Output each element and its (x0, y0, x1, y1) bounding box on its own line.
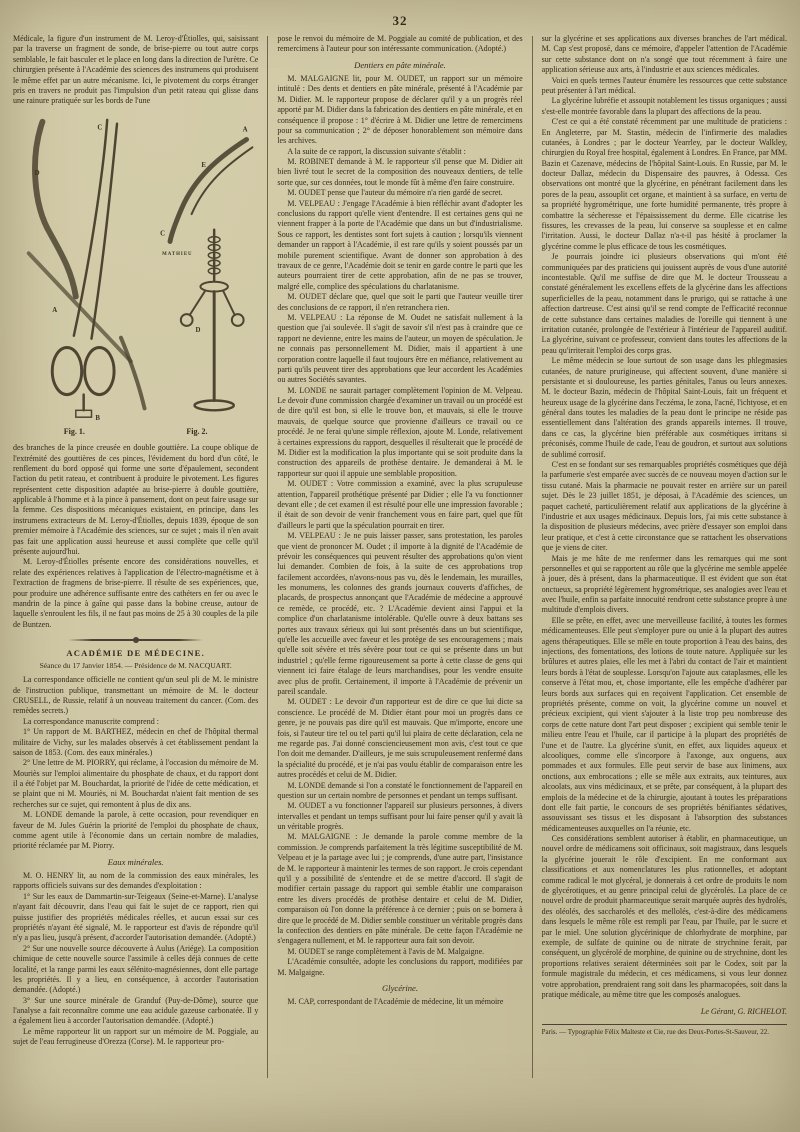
paragraph: M. CAP, correspondant de l'Académie de médecine, lit un mémoire (287, 997, 504, 1007)
right-column-text (542, 34, 787, 1037)
paragraph: 2° Sur une nouvelle source découverte à Aulus (Ariége). La composition chimique de cette nouvelle source l'assimile à celles déjà connues de cette localité, et la range parmi les eaux sélénito-magnésiennes, dont elle partage les propriétés. Il y a lieu, en conséquence, à accorder l'autorisation demandée. (Adopté.) (13, 943, 259, 995)
paragraph: M. LONDE ne saurait partager complètement l'opinion de M. Velpeau. Le devoir d'une commission chargée d'examiner un travail ou un procédé est de dire qu'il est bon, si elle le trouve bon, et mauvais, si elle le trouve mauvais, de quelque source que provienne d'ailleurs ce travail ou ce procédé. Je ne ferai qu'une simple réflexion, ajoute M. Londe, relativement à certaines expressions du rapport, desquelles il résulterait que le procédé de M. Didier est la modification la plus importante qui se soit produite dans la construction des appareils de prothèse dentaire. Je demanderai à M. le rapporteur sur quoi il appuie une semblable proposition. (277, 385, 523, 478)
paragraph: M. OUDET déclare que, quel que soit le parti que l'auteur veuille tirer des conclusions de ce rapport, il n'en retranchera rien. (277, 292, 523, 312)
paragraph: Le même rapporteur lit un rapport sur un mémoire de M. Poggiale, au sujet de l'eau ferrugineuse d'Orezza (Corse). M. le rapporteur pro- (13, 1026, 259, 1047)
paragraph: M. OUDET a vu fonctionner l'appareil sur plusieurs personnes, à divers intervalles et pendant un temps suffisant pour lui faire penser qu'il y avait là un véritable progrès. (277, 801, 523, 832)
instruments-figure (13, 111, 258, 437)
middle-column-text (277, 34, 522, 1008)
fig-label-b: B (95, 414, 101, 422)
paragraph: A la suite de ce rapport, la discussion suivante s'établit : (287, 146, 466, 156)
column-right (534, 34, 795, 1106)
paragraph: 1° Un rapport de M. BARTHEZ, médecin en chef de l'hôpital thermal militaire de Vichy, sur les malades observés à cet établissement pendant la saison de 1853. (Com. des eaux minérales.) (13, 727, 259, 757)
fig1-caption: Fig. 1. (63, 426, 85, 436)
fig-label-c: C (97, 124, 103, 132)
figure-captions (13, 427, 258, 437)
session-subtitle: Séance du 17 Janvier 1854. — Présidence de M. NACQUART. (39, 661, 232, 671)
column-left (5, 34, 266, 1106)
section-title: ACADÉMIE DE MÉDECINE. (66, 648, 205, 659)
paragraph: Le même médecin se loue surtout de son usage dans les phlegmasies cutanées, de nature prurigineuse, qui affectent souvent, d'une manière si persistante et si douloureuse, les parties génitales, l'anus ou leurs annexes. M. le docteur Bazin, médecin de l'hôpital Saint-Louis, fait un fréquent et heureux usage de la glycérine dans l'eczéma, le zona, l'acné, l'ichtyose, et en général dans toutes les maladies de la peau dont le principe ne réside pas essentiellement dans l'altération des grands appareils internes. Il trouve, dans ce cas, la glycérine bien préférable aux cosmétiques irritans si préconisés, comme l'huile de cade, l'eau de goudron, et surtout aux solutions de sublimé corrosif. (541, 356, 787, 459)
fig-label-a: A (52, 306, 58, 314)
page-number: 32 (392, 13, 408, 28)
subsection-title: Dentiers en pâte minérale. (354, 59, 446, 70)
paragraph: M. MALGAIGNE lit, pour M. OUDET, un rapport sur un mémoire intitulé : Des dents et dentiers en pâte minérale, présenté à l'Académie par M. Didier. M. le rapporteur propose de déclarer qu'il y a un progrès réel apporté par M. Didier dans la fabrication des dentiers en pâte minérale, et en conséquence il propose : 1° d'écrire à M. Didier une lettre de remercimens pour sa communication ; 2° de déposer honorablement son mémoire dans les archives. (277, 73, 523, 146)
printer-imprint: Paris. — Typographie Félix Malteste et Cie, rue des Deux-Portes-St-Sauveur, 22. (541, 1027, 769, 1036)
paragraph: Je pourrais joindre ici plusieurs observations qui m'ont été communiquées par des praticiens qui jouissent auprès de vous d'une autorité incontestable. Qu'il me suffise de dire que M. le docteur Trousseau a constaté généralement les excellens effets de la glycérine dans les affections superficielles de la peau, notamment dans le prurigo, qui se rattache à une affection dartreuse. C'est ainsi qu'il se rend compte de l'efficacité reconnue de cette substance dans certaines maladies de l'oreille qui tiennent à une irritation cutanée, prolongée de l'extérieur à l'intérieur de l'appareil auditif. La glycérine, suivant ce professeur, convient dans toutes les affections de la peau qu'irriterait l'emploi des corps gras. (541, 252, 787, 355)
paragraph: sur la glycérine et ses applications aux diverses branches de l'art médical. M. Cap s'est proposé, dans ce mémoire, d'appeler l'attention de l'Académie sur cette substance dont on n'a songé que tout récemment à faire une application sérieuse aux arts, à l'industrie et aux sciences médicales. (541, 34, 787, 75)
subsection-title: Glycérine. (381, 982, 418, 993)
paragraph: Ces considérations semblent autoriser à établir, en pharmaceutique, un nouvel ordre de médicamens soit officinaux, soit magistraux, dans lesquels la glycérine jouerait le rôle d'excipient. En me conformant aux classifications et aux nomenclatures les plus rationnelles, et adoptant comme radical le mot glycéral, je donnerais à cet ordre de produits le nom de glycérotiques, et au genre principal celui de glycérolés. La place de ce nouvel ordre de produit pharmaceutique serait marquée auprès des hydrolés, des oléolés, des saccharolés et des mellolés, c'est-à-dire des médicamens dans lesquels le même rôle est rempli par l'eau, par l'huile, par le sucre et par le miel. Une solution glycérinique de chlorhydrate de morphine, par exemple, de sulfate de quinine ou de nitrate de strychnine ferait, par conséquent, un glycérolé de morphine, de quinine ou de strychnine, dont les proportions relatives seraient déterminées soit par le Codex, soit par la formule magistrale du médecin, et ces médicamens, si vous leur donnez votre approbation, prendraient rang soit dans les pharmacopées, soit dans la pratique médicale, au même titre que les composés analogues. (541, 834, 787, 999)
paragraph: Elle se prête, en effet, avec une merveilleuse facilité, à toutes les formes médicamenteuses. Elle peut s'employer pure ou unie à la plupart des autres agens thérapeutiques. Elle se mêle en toute proportion à l'eau des bains, des injections, des fomentations, des lotions de toute nature. Appliquée sur les brûlures et autres plaies, elle les met à l'abri du contact de l'air et maintient leurs bords à l'état de souplesse. Lorsqu'on l'ajoute aux cataplasmes, elle les conserve à l'état mou, et, chose importante, elle les empêche d'adhérer par leurs bords aux surfaces qui en reçoivent l'application. Cet ensemble de propriétés présente, comme on voit, la glycérine comme un nouvel et précieux excipient, qui vient s'ajouter à la liste trop peu nombreuse des corps de cette nature dont l'art peut disposer ; excipient qui semble tenir le milieu entre l'eau et l'huile, car il participe à la plupart des propriétés de l'une et de l'autre. La glycérine s'unit, en effet, aux liquides aqueux et alcooliques, comme elle s'incorpore à l'axonge, aux onguens, aux pommades et aux formules. Elle peut servir de base aux linimens, aux onctions, aux embrocations ; elle se mêle aux extraits, aux teintures, aux alcoolats, aux vins médicinaux, et se prête, par conséquent, à la plupart des emplois de la médecine et de la chirurgie, ajoutant à toutes les préparations dont elle fait partie, le concours de ses propriétés bénifiantes sédatives, assouvissant ses tissus et les disposant à l'absorption des substances médicamenteuses auxquelles on l'a réunie, etc. (541, 615, 787, 833)
left-column-top-text (13, 34, 258, 107)
paragraph: M. O. HENRY lit, au nom de la commission des eaux minérales, les rapports officiels suivans sur des demandes d'exploitation : (13, 871, 259, 891)
paragraph: L'Académie consultée, adopte les conclusions du rapport, modifiées par M. Malgaigne. (277, 957, 523, 977)
column-divider-right (532, 36, 533, 1078)
fig-label-e: E (201, 161, 206, 169)
paragraph: Mais je me hâte de me renfermer dans les remarques qui me sont personnelles et qui se rapportent au rôle que la glycérine me semble appelée à jouer, dès à présent, dans la pharmaceutique. Il est évident que son état onctueux, sa propriété légèrement hygrométrique, ses analogies avec l'eau et avec l'huile, enfin sa parfaite innocuité rendront cette substance propre à une multitude d'emplois divers. (541, 553, 787, 615)
paragraph: M. LONDE demande la parole, à cette occasion, pour revendiquer en faveur de M. Jules Guérin la priorité de l'emploi du phosphate de chaux, comme agent utile à l'économie dans un certain nombre de maladies, priorité réclamée par M. Piorry. (13, 810, 259, 851)
manager-signature: Le Gérant, G. RICHELOT. (700, 1007, 787, 1017)
paragraph: pose le renvoi du mémoire de M. Poggiale au comité de publication, et des remercimens à l'auteur pour son intéressante communication. (Adopté.) (277, 34, 523, 54)
paragraph: 2° Une lettre de M. PIORRY, qui réclame, à l'occasion du mémoire de M. Mouriès sur l'emploi alimentaire du phosphate de chaux, et du rapport dont il a été l'objet par M. Bouchardat, la priorité de l'idée de cette médication, et se plaint que ni M. Mouriès, ni M. Bouchardat n'aient fait mention de ses recherches sur ce sujet, qui remontent à plus de dix ans. (13, 758, 259, 809)
fig-label-c2: C (160, 230, 166, 238)
paragraph: La correspondance officielle ne contient qu'un seul pli de M. le ministre de l'instruction publique, transmettant un mémoire de M. le docteur CRUSELL, de Russie, relatif à un nouveau traitement du cancer. (Com. des remèdes secrets.) (13, 675, 259, 716)
fig-label-d2: D (195, 326, 201, 334)
fig-label-d: D (34, 169, 40, 177)
paragraph: M. VELPEAU : J'engage l'Académie à bien réfléchir avant d'adopter les conclusions du rapport qu'elle vient d'entendre. Il est certaines gens qui ne viennent frapper à la porte de l'Académie que dans un but d'industrialisme. Sous ce rapport, les dentistes sont fort sujets à caution ; lorsqu'ils viennent demander un rapport à l'Académie, il est rare qu'ils y soient poussés par un mobile purement scientifique. Avant de donner son approbation à des travaux de ce genre, l'Académie doit se tenir en garde contre le parti que les auteurs pourraient tirer de cette approbation, afin de ne pas se trouver, malgré elle, complice des spéculations du charlatanisme. (277, 198, 523, 291)
paragraph: M. OUDET pense que l'auteur du mémoire n'a rien gardé de secret. (287, 188, 503, 198)
paragraph: M. VELPEAU : Je ne puis laisser passer, sans protestation, les paroles que vient de prononcer M. Oudet ; il importe à la dignité de l'Académie de prévoir les conséquences qui peuvent résulter des approbations qu'on vient lui demander. Combien de fois, à la suite de ces approbations trop facilement accordées, n'avons-nous pas vu, dès le lendemain, les murailles, les monumens, les colonnes des grands journaux couverts d'affiches, de placards, de prospectus annonçant que l'Académie de médecine a approuvé ce remède, ce procédé, etc. ? L'Académie devient ainsi l'appui et la complice d'un charlatanisme intolérable. Qu'elle ouvre à deux battans ses portes aux travaux sérieux qui lui sont présentés dans un but scientifique, qu'elle les accueille avec faveur et les protège de ses encouragemens ; mais qu'elle soit sévère et très sévère pour tout ce qui se présente dans un but industriel ; qu'elle ferme rigoureusement sa porte à cette classe de gens qui viennent ici faire étalage de leurs marchandises, pour les vendre ensuite avec plus de profit. Certainement, il importe à l'Académie de prévenir un pareil scandale. (277, 531, 523, 696)
column-divider-left (267, 36, 268, 1078)
paragraph: 1° Sur les eaux de Dammartin-sur-Teigeaux (Seine-et-Marne). L'analyse n'ayant fait découvrir, dans l'eau qui fait le sujet de ce rapport, rien qui puisse justifier des propriétés médicales réelles, et aucun essai sur ces propriétés n'ayant été signalé, M. le rapporteur est d'avis de répondre qu'il n'y a pas lieu, jusqu'à présent, d'accorder l'autorisation demandée. (Adopté.) (13, 891, 259, 943)
section-divider-ornament (68, 639, 203, 641)
paragraph: M. VELPEAU : La réponse de M. Oudet ne satisfait nullement à la question que j'ai soulevée. Il s'agit de savoir s'il n'est pas à craindre que ce rapport ne devienne, entre les mains de l'auteur, un moyen de spéculation. Je ne connais pas personnellement M. Didier, mais il appartient à une corporation contre laquelle il faut toujours être en méfiance, relativement au parti qu'ils peuvent tirer des approbations que leur accordent les Académies ou autres Sociétés savantes. (277, 312, 523, 385)
paragraph: M. OUDET se range complètement à l'avis de M. Malgaigne. (287, 946, 485, 956)
paragraph: M. MALGAIGNE : Je demande la parole comme membre de la commission. Je comprends parfaitement la très légitime susceptibilité de M. Velpeau et je la partage avec lui ; je comprends, d'une autre part, l'insistance de M. le rapporteur à maintenir les termes de son rapport. Je crois cependant qu'il y a possibilité de s'entendre et de se mettre d'accord. Il s'agit de modifier certain passage du rapport qui semble établir une comparaison entre les divers procédés de prothèse dentaire et celui de M. Didier, comparaison où l'on donne la préférence à ce dernier ; puis on se bornera à dire que le procédé de M. Didier semble constituer un véritable progrès dans la confection des dentiers en pâte minérale. De cette façon l'Académie ne s'engagera nullement, et M. le rapporteur aura fait son devoir. (277, 832, 523, 946)
imprint-rule (542, 1024, 787, 1025)
subsection-title: Eaux minérales. (107, 856, 164, 867)
maker-mark: MATHIEU (162, 251, 193, 257)
paragraph: C'est ce qui a été constaté récemment par une multitude de praticiens : En Angleterre, par M. Stastin, médecin de l'infirmerie des maladies cutanées, à Londres ; par le docteur Yearrley, par le docteur Walkley, chirurgien du Royal free hospital, également à Londres. En France, par MM. Bazin et Cazenave, médecins de l'hôpital Saint-Louis. En Russie, par M. le docteur Dallaz, médecin du Dispensaire des pauvres, à Odessa. Ces observations ont montré que la glycérine, en pénétrant facilement dans les pores de la peau, assouplit cet organe, et maintient à sa surface, en vertu de sa propriété hygrométrique, une forte humidité permanente, très propre à combattre la sécheresse et l'épaississement du derme. Elle cicatrise les fissures, les crevasses de la peau, lui conserve sa souplesse et en calme l'irritation. Aussi, le docteur Dallaz n'a-t-il pas hésité à proclamer la glycérine comme le plus efficace de tous les cosmétiques. (541, 117, 787, 251)
fig-label-a2: A (242, 126, 248, 134)
fig-surgical-instruments-illustration (13, 111, 258, 427)
columns-container (0, 34, 800, 1106)
paragraph: M. OUDET : Le devoir d'un rapporteur est de dire ce que lui dicte sa conscience. Le procédé de M. Didier étant pour moi un progrès dans ce genre, je ne pouvais pas dire qu'il est mauvais. Que m'importe, encore une fois, si l'auteur tire tel ou tel parti qu'il lui plaira de cette déclaration, cela ne me regarde pas. J'ai donné consciencieusement mon avis, c'est tout ce que l'on doit me demander. D'ailleurs, je me suis scrupuleusement renfermé dans la spécialité du procédé, et je n'ai pas voulu établir de comparaison entre les autres procédés et celui de M. Didier. (277, 697, 523, 780)
paragraph: Voici en quels termes l'auteur énumère les ressources que cette substance peut présenter à l'art médical. (541, 75, 787, 95)
paragraph: M. ROBINET demande à M. le rapporteur s'il pense que M. Didier ait bien livré tout le secret de la composition des nouveaux dentiers, de telle sorte que, sur ces données, tout le monde fût à même d'en faire construire. (277, 157, 523, 187)
paragraph: C'est en se fondant sur ses remarquables propriétés cosmétiques que déjà la parfumerie s'est emparée avec succès de ce nouveau moyen d'action sur le tissu cutané. Mais la pharmacie ne pouvait rester en arrière sur un pareil sujet. Dès le 23 juillet 1851, je déposai, à l'Académie des sciences, un paquet cacheté, particulièrement relatif aux applications de la glycérine à l'industrie et aux usages médicinaux. Depuis lors, j'ai mis cette substance à la disposition de plusieurs médecins, avec prière d'essayer son emploi dans leur pratique, et c'est à cette circonstance que se rattachent les observations que je viens de citer. (541, 460, 787, 553)
column-middle (269, 34, 530, 1106)
paragraph: M. OUDET : Votre commission a examiné, avec la plus scrupuleuse attention, l'appareil prothétique présenté par Didier ; elle l'a vu fonctionner devant elle ; de cet examen il est résulté pour elle une impression favorable ; il était de son devoir de venir franchement vous en faire part, quel que fût d'ailleurs le parti que la spéculation pourrait en tirer. (277, 479, 523, 530)
paragraph: Médicale, la figure d'un instrument de M. Leroy-d'Étiolles, qui, saisissant par la traverse un fragment de sonde, de brise-pierre ou tout autre corps semblable, le fait basculer et le place en long dans la direction de l'urètre. Ce chirurgien présente à l'Académie des sciences des instrumens qui produisent le même effet par un autre mécanisme. Ici, le pivotement du corps étranger pris en travers ne produit pas l'impulsion d'un petit rateau qui glisse dans une rainure pratiquée sur les bords de l'une (13, 34, 259, 106)
paragraph: M. LONDE demande si l'on a constaté le fonctionnement de l'appareil en question sur un certain nombre de personnes et pendant un temps suffisant. (277, 780, 523, 800)
paragraph: La correspondance manuscrite comprend : (23, 716, 159, 726)
paragraph: La glycérine lubréfie et assoupit notablement les tissus organiques ; aussi s'est-elle montrée favorable dans la plupart des affections de la peau. (541, 96, 787, 116)
paragraph: M. Leroy-d'Étiolles présente encore des considérations nouvelles, et relate des expériences relatives à l'application de l'électro-magnétisme et à l'extraction de fragmens de brise-pierre. Il résulte de ses expériences, que, pour produire une adhérence suffisante entre des cathéters en fer ou avec le mandrin de la pince à gaîne qui passe dans la bobine creuse, autour de laquelle s'enroulent les fils, il ne faut pas moins de 25 à 30 couples de la pile de Buntzen. (13, 557, 259, 629)
paragraph: des branches de la pince creusée en double gouttière. La coupe oblique de l'extrémité des gouttières de ces pinces, l'évidement du bord d'un côté, le renflement du bord opposé qui forme une sorte d'épaulement, secondent l'action du petit rateau, et contribuent à produire le pivotement. Les figures représentent cette disposition adaptée au brise-pierre à double gouttière, applicable à l'homme et à la pince à pansement, dont on peut faire usage sur la femme. Ces dispositions mécaniques existaient, en principe, dans les instrumens extracteurs de M. Leroy-d'Étiolles, depuis 1839, époque de son premier mémoire à l'Académie des sciences, sur ce sujet ; mais il n'en avait pas fait une application aussi heureuse et aussi complète que celle qu'il présente aujourd'hui. (13, 443, 259, 557)
fig2-caption: Fig. 2. (186, 426, 208, 436)
paragraph: 3° Sur une source minérale de Granduf (Puy-de-Dôme), source que l'analyse a fait reconnaître comme une eau acidule gazeuse carbonatée. Il y a également lieu à accorder l'autorisation demandée. (Adopté.) (13, 995, 259, 1026)
left-column-bottom-text (13, 443, 258, 1048)
